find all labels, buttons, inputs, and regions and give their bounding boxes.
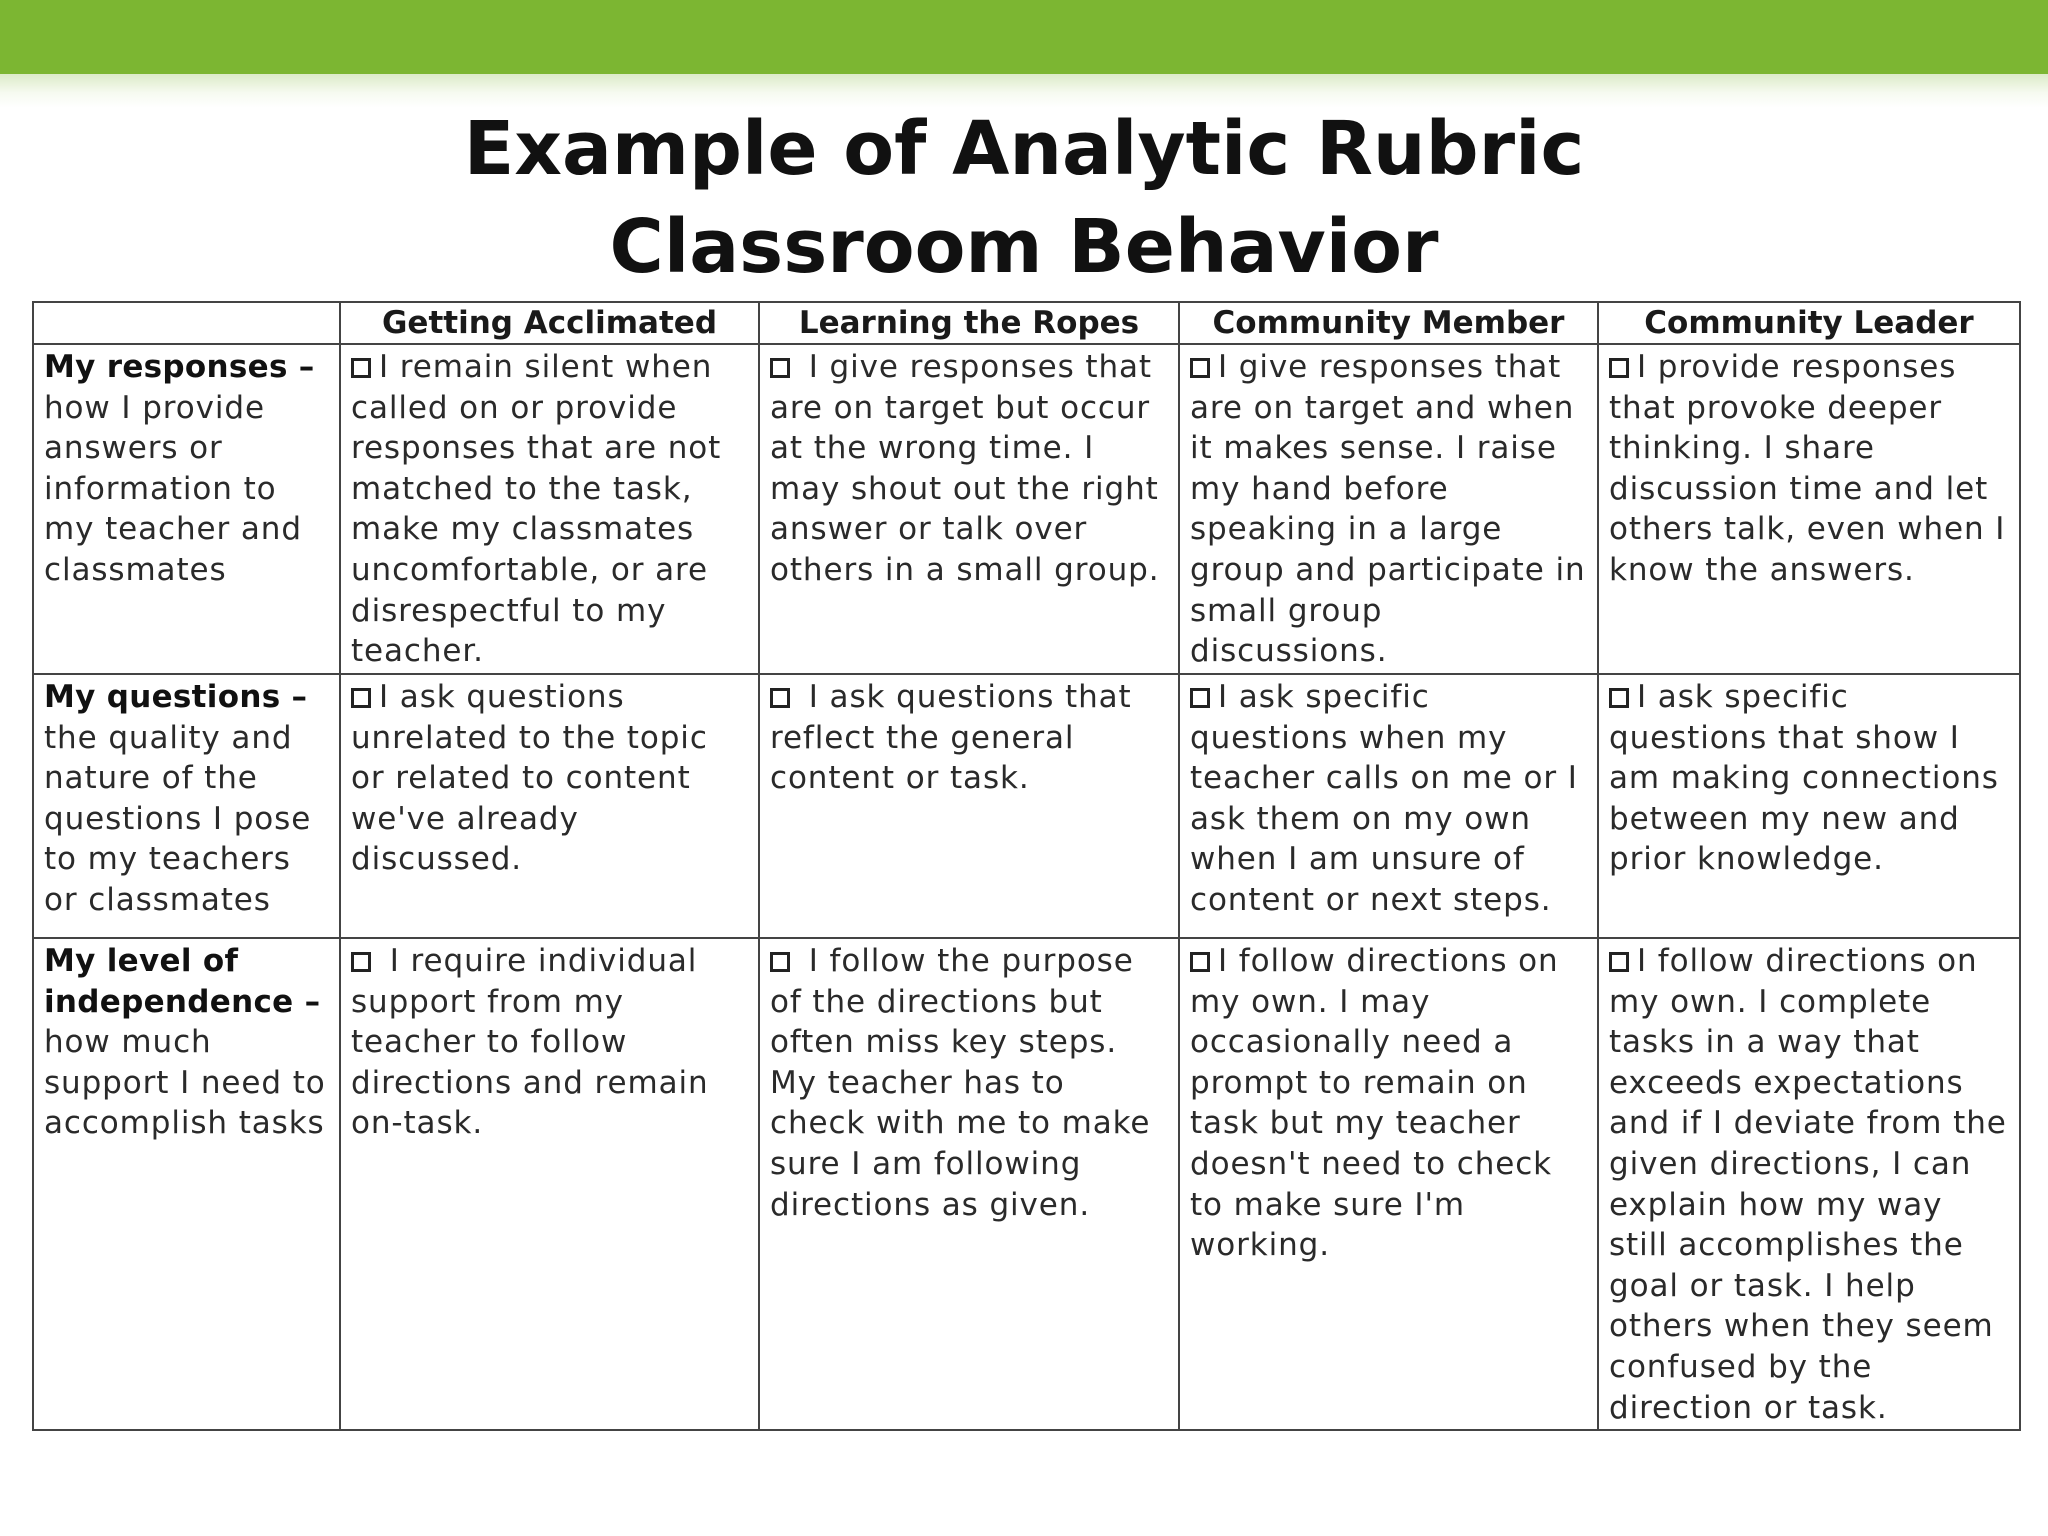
checkbox-icon <box>770 952 790 972</box>
table-row <box>33 674 2020 938</box>
row-label-description: the quality and nature of the questions I pose to my teachers or classmates <box>44 719 312 918</box>
rubric-cell-text: I require individual support from my teacher to follow directions and remain on-task. <box>351 943 709 1142</box>
header-getting-acclimated: Getting Acclimated <box>340 302 759 344</box>
row-label-bold: My level of independence – <box>44 943 321 1020</box>
row-label-responses <box>33 344 340 674</box>
rubric-cell <box>759 938 1179 1430</box>
rubric-cell-text: I give responses that are on target and when it makes sense. I raise my hand before speaking in a large group and participate in small group discussions. <box>1190 349 1586 670</box>
row-label-bold: My questions – <box>44 679 308 715</box>
rubric-cell-text: I ask questions that reflect the general content or task. <box>770 679 1132 797</box>
checkbox-icon <box>351 358 371 378</box>
title-line-1: Example of Analytic Rubric <box>463 106 1585 192</box>
row-label-questions <box>33 674 340 938</box>
checkbox-icon <box>1190 952 1210 972</box>
rubric-cell-text: I provide responses that provoke deeper thinking. I share discussion time and let others talk, even when I know the answers. <box>1609 349 2006 588</box>
checkbox-icon <box>1190 358 1210 378</box>
rubric-cell <box>759 344 1179 674</box>
row-label-description: how I provide answers or information to my teacher and classmates <box>44 389 302 588</box>
table-row <box>33 344 2020 674</box>
rubric-cell <box>1598 938 2020 1430</box>
header-row <box>33 302 2020 344</box>
checkbox-icon <box>1609 358 1629 378</box>
rubric-cell <box>759 674 1179 938</box>
rubric-cell <box>340 938 759 1430</box>
header-community-leader: Community Leader <box>1598 302 2020 344</box>
rubric-cell-text: I ask specific questions when my teacher calls on me or I ask them on my own when I am unsure of content or next steps. <box>1190 679 1578 918</box>
row-label-independence <box>33 938 340 1430</box>
rubric-cell <box>1598 674 2020 938</box>
checkbox-icon <box>770 688 790 708</box>
checkbox-icon <box>1609 952 1629 972</box>
rubric-cell-text: I follow directions on my own. I may occasionally need a prompt to remain on task but my teacher doesn't need to check to make sure I'm working. <box>1190 943 1559 1264</box>
header-accent-bar <box>0 0 2048 74</box>
rubric-cell <box>1598 344 2020 674</box>
rubric-cell-text: I follow directions on my own. I complete tasks in a way that exceeds expectations and if I deviate from the given directions, I can explain how my way still accomplishes the goal or task. I help others when they seem confused by the direction or task. <box>1609 943 2007 1426</box>
rubric-cell <box>1179 938 1598 1430</box>
row-label-description: how much support I need to accomplish tasks <box>44 1024 326 1142</box>
rubric-cell-text: I remain silent when called on or provide responses that are not matched to the task, make my classmates uncomfortable, or are disrespectful to my teacher. <box>351 349 722 670</box>
table-row <box>33 938 2020 1430</box>
checkbox-icon <box>1609 688 1629 708</box>
checkbox-icon <box>770 358 790 378</box>
checkbox-icon <box>351 688 371 708</box>
rubric-cell <box>1179 344 1598 674</box>
row-label-bold: My responses – <box>44 349 315 385</box>
header-community-member: Community Member <box>1179 302 1598 344</box>
rubric-cell-text: I follow the purpose of the directions but often miss key steps. My teacher has to check with me to make sure I am following directions as given. <box>770 943 1151 1223</box>
rubric-cell-text: I ask questions unrelated to the topic or related to content we've already discussed. <box>351 679 708 878</box>
title-line-2: Classroom Behavior <box>609 204 1439 290</box>
checkbox-icon <box>351 952 371 972</box>
rubric-table <box>32 301 2021 1431</box>
rubric-cell-text: I ask specific questions that show I am making connections between my new and prior knowledge. <box>1609 679 1999 878</box>
rubric-cell <box>1179 674 1598 938</box>
slide-title <box>0 100 2048 296</box>
checkbox-icon <box>1190 688 1210 708</box>
header-cell-empty <box>33 302 340 344</box>
rubric-cell <box>340 344 759 674</box>
header-learning-the-ropes: Learning the Ropes <box>759 302 1179 344</box>
rubric-cell-text: I give responses that are on target but occur at the wrong time. I may shout out the right answer or talk over others in a small group. <box>770 349 1160 588</box>
rubric-cell <box>340 674 759 938</box>
